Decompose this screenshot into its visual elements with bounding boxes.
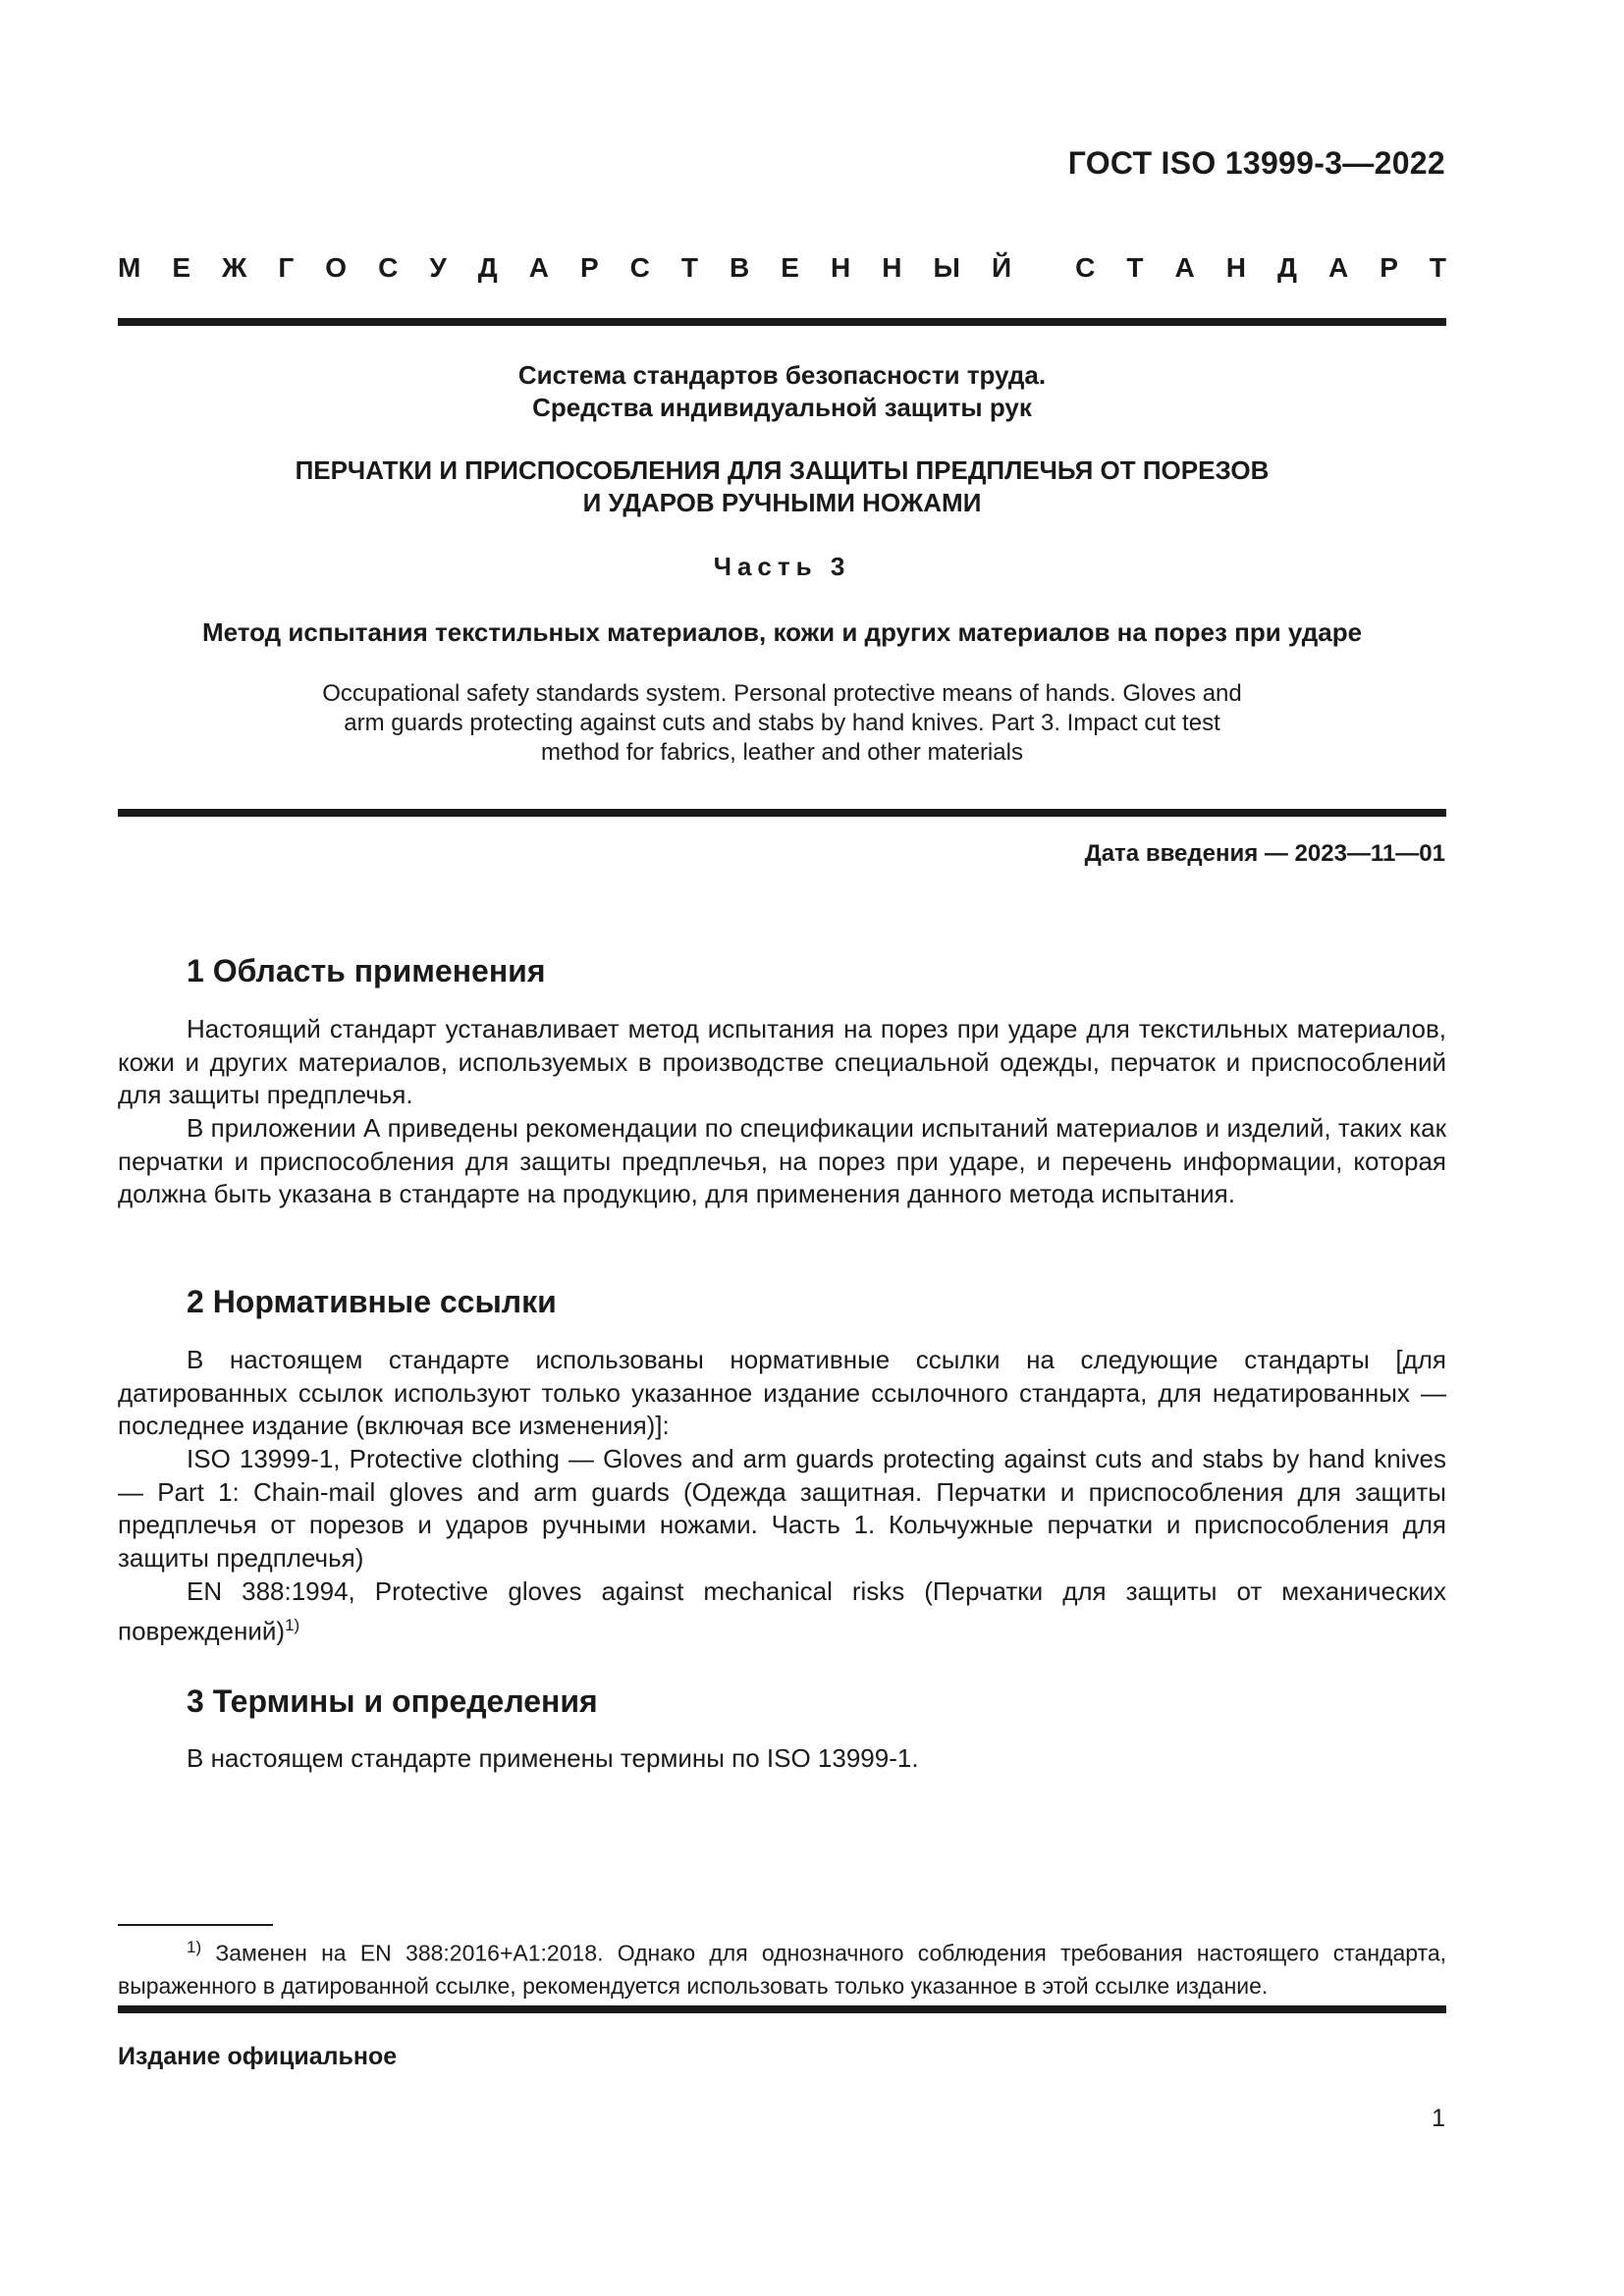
main-title-line-1: ПЕРЧАТКИ И ПРИСПОСОБЛЕНИЯ ДЛЯ ЗАЩИТЫ ПРЕДПЛЕЧЬЯ ОТ ПОРЕЗОВ: [295, 455, 1270, 485]
banner-word-gap: [1043, 252, 1044, 284]
main-title: [118, 454, 1446, 519]
footer-rule: [118, 2005, 1446, 2013]
page-number: 1: [1432, 2105, 1445, 2132]
system-title-line-1: Система стандартов безопасности труда.: [517, 360, 1047, 390]
footnote-mark: 1): [187, 1938, 202, 1956]
part-title: Часть 3: [713, 552, 851, 581]
banner-letter: Н: [882, 252, 902, 283]
english-title: [118, 679, 1446, 768]
english-title-line-3: method for fabrics, leather and other materials: [541, 739, 1023, 766]
document-code: ГОСТ ISO 13999-3—2022: [1067, 145, 1445, 181]
banner-letter: М: [118, 252, 141, 283]
section-1-paragraph-1: Настоящий стандарт устанавливает метод испытания на порез при ударе для текстильных материалов, кожи и других материалов, используемых в производстве специальной одежды, перчаток и приспособлений для защиты предплечья.: [118, 1014, 1446, 1109]
banner-letter: Е: [781, 252, 799, 283]
banner-letter: Н: [831, 252, 851, 283]
footnote: [118, 1931, 1446, 2002]
banner-letter: Ж: [222, 252, 247, 283]
system-title: [118, 359, 1446, 424]
section-2-heading: 2 Нормативные ссылки: [187, 1284, 557, 1319]
banner-letter: Д: [1276, 252, 1297, 283]
main-title-line-2: И УДАРОВ РУЧНЫМИ НОЖАМИ: [582, 488, 982, 517]
banner-letter: С: [1075, 252, 1096, 283]
banner-letter: О: [325, 252, 348, 283]
banner-letter: С: [629, 252, 650, 283]
section-2-paragraph-2: ISO 13999-1, Protective clothing — Gloves and arm guards protecting against cuts and stabs by hand knives — Part 1: Chain-mail gloves and arm guards (Одежда защитная. Перчатки и приспособления для защиты предплечья от порезов и ударов ручными ножами. Часть 1. Кольчужные перчатки и приспособления для защиты предплечья): [118, 1444, 1446, 1573]
standard-banner: [118, 252, 1446, 284]
method-title: Метод испытания текстильных материалов, кожи и других материалов на порез при ударе: [201, 617, 1363, 647]
section-2-paragraph-3-text: EN 388:1994, Protective gloves against mechanical risks (Перчатки для защиты от механических повреждений): [118, 1576, 1446, 1646]
banner-letter: Й: [991, 252, 1012, 283]
banner-letter: Е: [172, 252, 191, 283]
banner-letter: Ы: [933, 252, 960, 283]
banner-letter: У: [429, 252, 447, 283]
banner-letter: С: [378, 252, 399, 283]
title-bottom-rule: [118, 809, 1446, 817]
section-2-paragraph-1: В настоящем стандарте использованы нормативные ссылки на следующие стандарты [для датированных ссылок используют только указанное издание ссылочного стандарта, для недатированных — последнее издание (включая все изменения)]:: [118, 1345, 1446, 1440]
section-1-paragraph-2: В приложении А приведены рекомендации по спецификации испытаний материалов и изделий, таких как перчатки и приспособления для защиты предплечья, на порез при ударе, и перечень информации, которая должна быть указана в стандарте на продукцию, для применения данного метода испытания.: [118, 1113, 1446, 1208]
section-3-heading: 3 Термины и определения: [187, 1683, 598, 1719]
banner-letter: А: [1174, 252, 1195, 283]
banner-letter: А: [1327, 252, 1349, 283]
system-title-line-2: Средства индивидуальной защиты рук: [532, 393, 1032, 422]
introduction-date: Дата введения — 2023—11—01: [1084, 840, 1445, 867]
banner-letter: Р: [1380, 252, 1398, 283]
banner-letter: Р: [579, 252, 599, 283]
section-1-heading: 1 Область применения: [187, 953, 546, 988]
banner-letter: Т: [1429, 252, 1446, 283]
section-2-paragraph-3: [118, 1575, 1446, 1648]
banner-letter: А: [528, 252, 549, 283]
english-title-line-2: arm guards protecting against cuts and stabs by hand knives. Part 3. Impact cut test: [344, 710, 1220, 736]
section-3-paragraph-1: В настоящем стандарте применены термины по ISO 13999-1.: [187, 1743, 919, 1773]
official-edition-label: Издание официальное: [118, 2043, 398, 2070]
footnote-separator: [118, 1924, 273, 1926]
english-title-line-1: Occupational safety standards system. Personal protective means of hands. Gloves and: [322, 680, 1242, 707]
top-rule: [118, 318, 1446, 326]
banner-letter: Т: [680, 252, 699, 283]
banner-letter: Н: [1225, 252, 1246, 283]
footnote-text: Заменен на EN 388:2016+A1:2018. Однако для однозначного соблюдения требования настоящего стандарта, выраженного в датированной ссылке, рекомендуется использовать только указанное в этой ссылке издание.: [118, 1940, 1447, 1999]
banner-letter: Г: [278, 252, 295, 283]
banner-letter: Д: [477, 252, 498, 283]
footnote-reference[interactable]: 1): [285, 1615, 300, 1634]
banner-letter: В: [730, 252, 750, 283]
banner-letter: Т: [1126, 252, 1144, 283]
